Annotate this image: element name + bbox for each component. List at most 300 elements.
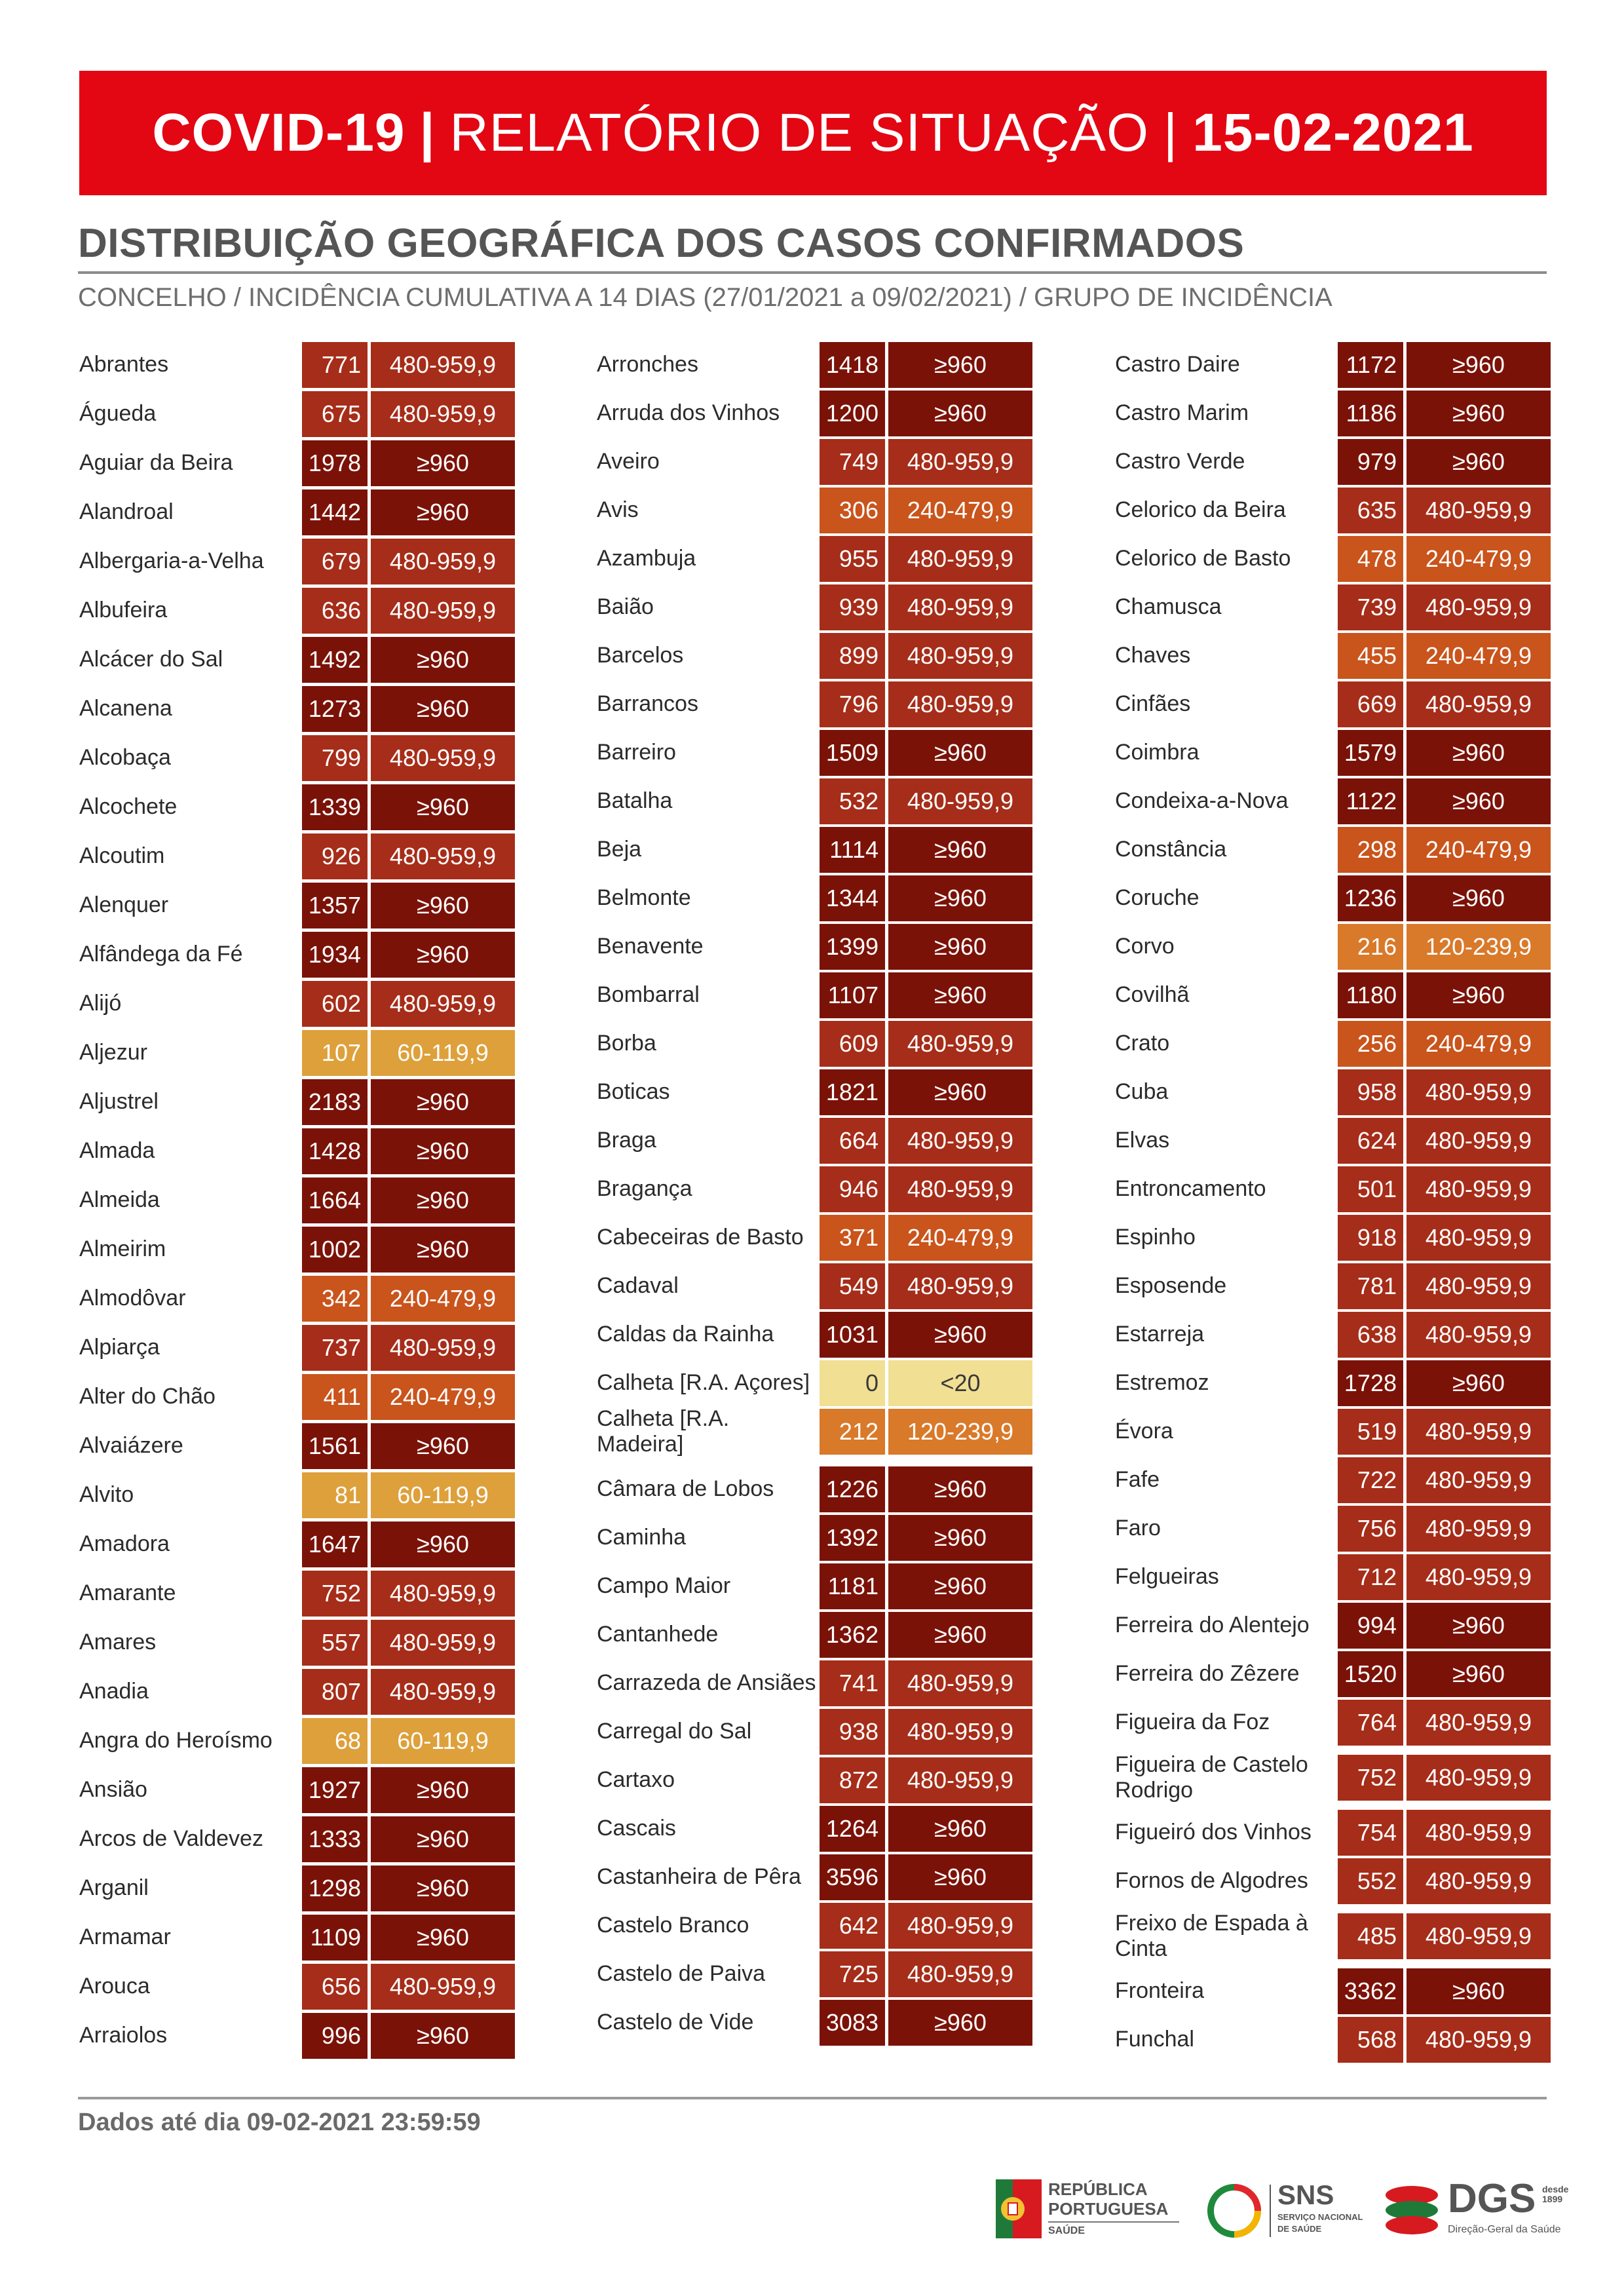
municipality-name: Águeda bbox=[79, 401, 157, 427]
incidence-value: 799 bbox=[302, 735, 368, 781]
incidence-group: 120-239,9 bbox=[888, 1409, 1032, 1455]
incidence-value: 107 bbox=[302, 1030, 368, 1076]
municipality-name: Alcanena bbox=[79, 696, 172, 721]
incidence-value: 1442 bbox=[302, 489, 368, 535]
municipality-name: Caminha bbox=[597, 1525, 687, 1550]
incidence-value: 939 bbox=[820, 584, 885, 630]
incidence-group: ≥960 bbox=[888, 1563, 1032, 1609]
incidence-value: 946 bbox=[820, 1166, 885, 1212]
incidence-value: 955 bbox=[820, 536, 885, 582]
incidence-value: 1333 bbox=[302, 1816, 368, 1862]
incidence-group: 480-959,9 bbox=[371, 1620, 515, 1666]
municipality-name: Barrancos bbox=[597, 691, 698, 717]
incidence-value: 669 bbox=[1338, 681, 1403, 727]
municipality-name: Castro Daire bbox=[1115, 352, 1240, 377]
incidence-value: 807 bbox=[302, 1669, 368, 1715]
incidence-value: 764 bbox=[1338, 1700, 1403, 1746]
incidence-value: 256 bbox=[1338, 1021, 1403, 1067]
incidence-value: 1122 bbox=[1338, 778, 1403, 824]
municipality-name: Câmara de Lobos bbox=[597, 1476, 774, 1502]
incidence-value: 1186 bbox=[1338, 391, 1403, 436]
incidence-value: 3362 bbox=[1338, 1968, 1403, 2014]
incidence-group: ≥960 bbox=[371, 1177, 515, 1223]
municipality-name: Fornos de Algodres bbox=[1115, 1868, 1308, 1894]
incidence-value: 749 bbox=[820, 439, 885, 485]
municipality-name: Alcochete bbox=[79, 794, 178, 820]
incidence-value: 675 bbox=[302, 391, 368, 437]
incidence-value: 638 bbox=[1338, 1312, 1403, 1358]
incidence-value: 752 bbox=[302, 1571, 368, 1617]
incidence-group: ≥960 bbox=[371, 489, 515, 535]
municipality-name: Alvaiázere bbox=[79, 1433, 183, 1459]
municipality-name: Aljustrel bbox=[79, 1089, 159, 1115]
municipality-name: Condeixa-a-Nova bbox=[1115, 788, 1289, 814]
incidence-group: ≥960 bbox=[888, 1312, 1032, 1358]
incidence-group: 480-959,9 bbox=[1407, 1700, 1551, 1746]
incidence-group: 60-119,9 bbox=[371, 1718, 515, 1764]
data-date-note: Dados até dia 09-02-2021 23:59:59 bbox=[78, 2109, 481, 2136]
title-separator-1: | bbox=[419, 103, 436, 163]
municipality-name: Barcelos bbox=[597, 643, 684, 668]
incidence-value: 739 bbox=[1338, 584, 1403, 630]
incidence-value: 81 bbox=[302, 1472, 368, 1518]
incidence-group: 480-959,9 bbox=[888, 439, 1032, 485]
incidence-group: ≥960 bbox=[371, 1816, 515, 1862]
incidence-value: 1927 bbox=[302, 1767, 368, 1813]
incidence-value: 722 bbox=[1338, 1457, 1403, 1503]
municipality-name: Chamusca bbox=[1115, 594, 1222, 620]
municipality-name: Aguiar da Beira bbox=[79, 450, 233, 476]
incidence-value: 737 bbox=[302, 1325, 368, 1371]
municipality-name: Cuba bbox=[1115, 1079, 1169, 1105]
incidence-value: 1520 bbox=[1338, 1651, 1403, 1697]
incidence-group: 480-959,9 bbox=[1407, 1506, 1551, 1552]
municipality-name: Barreiro bbox=[597, 740, 676, 765]
incidence-value: 1392 bbox=[820, 1515, 885, 1561]
incidence-value: 568 bbox=[1338, 2017, 1403, 2063]
municipality-name: Castanheira de Pêra bbox=[597, 1864, 801, 1890]
incidence-value: 1344 bbox=[820, 875, 885, 921]
municipality-name: Figueira da Foz bbox=[1115, 1710, 1270, 1735]
municipality-name: Benavente bbox=[597, 934, 704, 959]
municipality-name: Cantanhede bbox=[597, 1622, 719, 1647]
municipality-name: Arruda dos Vinhos bbox=[597, 400, 780, 426]
incidence-group: 480-959,9 bbox=[1407, 1166, 1551, 1212]
municipality-name: Estremoz bbox=[1115, 1370, 1209, 1396]
incidence-group: ≥960 bbox=[1407, 1651, 1551, 1697]
section-subtitle: CONCELHO / INCIDÊNCIA CUMULATIVA A 14 DIAS (27/01/2021 a 09/02/2021) / GRUPO DE INCIDÊNCIA bbox=[78, 283, 1332, 312]
incidence-value: 1264 bbox=[820, 1806, 885, 1852]
incidence-group: 480-959,9 bbox=[888, 584, 1032, 630]
municipality-name: Amarante bbox=[79, 1580, 176, 1606]
incidence-group: ≥960 bbox=[888, 1069, 1032, 1115]
municipality-name: Ansião bbox=[79, 1777, 147, 1803]
incidence-value: 725 bbox=[820, 1951, 885, 1997]
municipality-name: Espinho bbox=[1115, 1225, 1196, 1250]
incidence-value: 926 bbox=[302, 833, 368, 879]
incidence-group: 480-959,9 bbox=[888, 1166, 1032, 1212]
municipality-name: Castelo de Vide bbox=[597, 2010, 754, 2035]
municipality-name: Arganil bbox=[79, 1875, 149, 1901]
incidence-value: 1978 bbox=[302, 440, 368, 486]
incidence-group: ≥960 bbox=[888, 391, 1032, 436]
incidence-group: ≥960 bbox=[888, 730, 1032, 776]
municipality-name: Caldas da Rainha bbox=[597, 1322, 774, 1347]
incidence-group: ≥960 bbox=[1407, 1968, 1551, 2014]
incidence-value: 478 bbox=[1338, 536, 1403, 582]
incidence-group: ≥960 bbox=[1407, 391, 1551, 436]
incidence-group: 480-959,9 bbox=[371, 588, 515, 634]
incidence-group: 480-959,9 bbox=[888, 1757, 1032, 1803]
incidence-group: ≥960 bbox=[888, 342, 1032, 388]
incidence-group: ≥960 bbox=[371, 1423, 515, 1469]
incidence-group: 480-959,9 bbox=[888, 536, 1032, 582]
incidence-value: 712 bbox=[1338, 1554, 1403, 1600]
municipality-name: Castro Marim bbox=[1115, 400, 1249, 426]
municipality-name: Coimbra bbox=[1115, 740, 1199, 765]
incidence-value: 996 bbox=[302, 2013, 368, 2059]
rp-line1: REPÚBLICA bbox=[1048, 2179, 1148, 2199]
incidence-value: 635 bbox=[1338, 488, 1403, 533]
rp-line2: PORTUGUESA bbox=[1048, 2199, 1169, 2219]
municipality-name: Cascais bbox=[597, 1816, 676, 1841]
municipality-name: Freixo de Espada à Cinta bbox=[1115, 1910, 1308, 1961]
incidence-value: 1934 bbox=[302, 932, 368, 978]
incidence-value: 938 bbox=[820, 1709, 885, 1755]
incidence-group: <20 bbox=[888, 1360, 1032, 1406]
rp-line3: SAÚDE bbox=[1048, 2225, 1086, 2236]
municipality-name: Boticas bbox=[597, 1079, 670, 1105]
incidence-group: 480-959,9 bbox=[371, 342, 515, 388]
incidence-value: 918 bbox=[1338, 1215, 1403, 1261]
incidence-group: ≥960 bbox=[371, 1227, 515, 1272]
municipality-name: Arraiolos bbox=[79, 2023, 168, 2048]
incidence-value: 796 bbox=[820, 681, 885, 727]
incidence-group: 480-959,9 bbox=[888, 1118, 1032, 1164]
municipality-name: Crato bbox=[1115, 1031, 1170, 1056]
incidence-group: ≥960 bbox=[371, 1866, 515, 1911]
incidence-group: 480-959,9 bbox=[1407, 1215, 1551, 1261]
incidence-value: 1509 bbox=[820, 730, 885, 776]
municipality-name: Alter do Chão bbox=[79, 1384, 216, 1409]
municipality-name: Alcoutim bbox=[79, 843, 165, 869]
incidence-value: 532 bbox=[820, 778, 885, 824]
incidence-group: ≥960 bbox=[371, 440, 515, 486]
incidence-group: 480-959,9 bbox=[371, 539, 515, 584]
municipality-name: Alcobaça bbox=[79, 745, 171, 771]
municipality-name: Alijó bbox=[79, 991, 122, 1016]
municipality-name: Aveiro bbox=[597, 449, 660, 474]
incidence-value: 298 bbox=[1338, 827, 1403, 873]
title-covid: COVID-19 bbox=[152, 103, 406, 163]
incidence-value: 609 bbox=[820, 1021, 885, 1067]
municipality-name: Cadaval bbox=[597, 1273, 679, 1299]
municipality-name: Amadora bbox=[79, 1531, 170, 1557]
incidence-value: 1418 bbox=[820, 342, 885, 388]
municipality-name: Albufeira bbox=[79, 598, 168, 623]
municipality-name: Arronches bbox=[597, 352, 698, 377]
incidence-group: ≥960 bbox=[888, 924, 1032, 970]
incidence-group: 480-959,9 bbox=[371, 1964, 515, 2010]
incidence-value: 1647 bbox=[302, 1521, 368, 1567]
municipality-name: Celorico de Basto bbox=[1115, 546, 1291, 571]
incidence-group: ≥960 bbox=[888, 1806, 1032, 1852]
municipality-name: Estarreja bbox=[1115, 1322, 1205, 1347]
municipality-name: Castelo de Paiva bbox=[597, 1961, 766, 1987]
municipality-name: Bragança bbox=[597, 1176, 692, 1202]
incidence-group: 480-959,9 bbox=[888, 681, 1032, 727]
dgs-since: desde 1899 bbox=[1542, 2184, 1569, 2205]
municipality-name: Elvas bbox=[1115, 1128, 1170, 1153]
municipality-name: Angra do Heroísmo bbox=[79, 1728, 273, 1753]
incidence-value: 1109 bbox=[302, 1915, 368, 1961]
incidence-group: 480-959,9 bbox=[1407, 1554, 1551, 1600]
incidence-value: 994 bbox=[1338, 1603, 1403, 1649]
incidence-value: 1428 bbox=[302, 1128, 368, 1174]
incidence-group: ≥960 bbox=[371, 883, 515, 928]
incidence-value: 1236 bbox=[1338, 875, 1403, 921]
dgs-logo bbox=[1382, 2174, 1579, 2246]
incidence-group: 480-959,9 bbox=[888, 633, 1032, 679]
municipality-name: Batalha bbox=[597, 788, 673, 814]
incidence-value: 1180 bbox=[1338, 972, 1403, 1018]
municipality-name: Almeirim bbox=[79, 1236, 166, 1262]
incidence-value: 1821 bbox=[820, 1069, 885, 1115]
incidence-group: 60-119,9 bbox=[371, 1472, 515, 1518]
incidence-group: ≥960 bbox=[371, 1915, 515, 1961]
incidence-group: ≥960 bbox=[888, 2000, 1032, 2046]
municipality-name: Corvo bbox=[1115, 934, 1175, 959]
incidence-group: ≥960 bbox=[1407, 875, 1551, 921]
municipality-name: Borba bbox=[597, 1031, 656, 1056]
municipality-name: Castelo Branco bbox=[597, 1913, 749, 1938]
municipality-name: Almada bbox=[79, 1138, 155, 1164]
municipality-name: Alvito bbox=[79, 1482, 134, 1508]
incidence-group: ≥960 bbox=[371, 686, 515, 732]
incidence-value: 958 bbox=[1338, 1069, 1403, 1115]
incidence-value: 68 bbox=[302, 1718, 368, 1764]
coat-of-arms-icon bbox=[996, 2179, 1042, 2238]
republica-portuguesa-logo bbox=[996, 2174, 1192, 2246]
municipality-name: Felgueiras bbox=[1115, 1564, 1219, 1590]
incidence-value: 212 bbox=[820, 1409, 885, 1455]
incidence-group: 480-959,9 bbox=[888, 1903, 1032, 1949]
sns-circle-icon bbox=[1207, 2183, 1262, 2238]
incidence-value: 752 bbox=[1338, 1755, 1403, 1801]
incidence-value: 664 bbox=[820, 1118, 885, 1164]
dgs-subtitle: Direção-Geral da Saúde bbox=[1448, 2224, 1561, 2235]
incidence-group: 480-959,9 bbox=[371, 735, 515, 781]
incidence-group: ≥960 bbox=[371, 2013, 515, 2059]
incidence-group: 240-479,9 bbox=[1407, 827, 1551, 873]
title-date: 15-02-2021 bbox=[1192, 103, 1474, 163]
incidence-value: 642 bbox=[820, 1903, 885, 1949]
incidence-group: 480-959,9 bbox=[1407, 1312, 1551, 1358]
incidence-value: 342 bbox=[302, 1276, 368, 1322]
incidence-value: 501 bbox=[1338, 1166, 1403, 1212]
incidence-group: 480-959,9 bbox=[371, 833, 515, 879]
municipality-name: Cartaxo bbox=[597, 1767, 675, 1793]
incidence-group: 480-959,9 bbox=[1407, 681, 1551, 727]
incidence-group: 240-479,9 bbox=[1407, 633, 1551, 679]
municipality-name: Ferreira do Zêzere bbox=[1115, 1661, 1300, 1687]
incidence-value: 781 bbox=[1338, 1263, 1403, 1309]
municipality-name: Armamar bbox=[79, 1924, 171, 1950]
incidence-value: 1114 bbox=[820, 827, 885, 873]
municipality-name: Baião bbox=[597, 594, 654, 620]
sns-title: SNS bbox=[1277, 2179, 1334, 2210]
municipality-name: Covilhã bbox=[1115, 982, 1190, 1008]
section-divider bbox=[78, 271, 1547, 274]
title-banner bbox=[79, 71, 1547, 195]
sns-logo bbox=[1207, 2174, 1364, 2246]
municipality-name: Amares bbox=[79, 1630, 157, 1655]
incidence-value: 1298 bbox=[302, 1866, 368, 1911]
incidence-group: ≥960 bbox=[371, 932, 515, 978]
incidence-group: ≥960 bbox=[371, 1128, 515, 1174]
incidence-value: 872 bbox=[820, 1757, 885, 1803]
municipality-name: Coruche bbox=[1115, 885, 1199, 911]
incidence-group: ≥960 bbox=[888, 1612, 1032, 1658]
incidence-group: ≥960 bbox=[1407, 1603, 1551, 1649]
municipality-name: Évora bbox=[1115, 1419, 1173, 1444]
incidence-group: ≥960 bbox=[1407, 972, 1551, 1018]
municipality-name: Esposende bbox=[1115, 1273, 1227, 1299]
municipality-name: Figueiró dos Vinhos bbox=[1115, 1820, 1312, 1845]
incidence-group: 480-959,9 bbox=[1407, 1118, 1551, 1164]
sns-sub2: DE SAÚDE bbox=[1277, 2224, 1322, 2234]
municipality-name: Belmonte bbox=[597, 885, 691, 911]
incidence-group: 480-959,9 bbox=[1407, 1409, 1551, 1455]
incidence-value: 1172 bbox=[1338, 342, 1403, 388]
municipality-name: Fafe bbox=[1115, 1467, 1160, 1493]
incidence-value: 656 bbox=[302, 1964, 368, 2010]
incidence-group: ≥960 bbox=[371, 784, 515, 830]
incidence-group: 480-959,9 bbox=[371, 1571, 515, 1617]
incidence-group: ≥960 bbox=[371, 637, 515, 683]
incidence-group: 480-959,9 bbox=[888, 1709, 1032, 1755]
incidence-group: ≥960 bbox=[888, 1854, 1032, 1900]
municipality-name: Castro Verde bbox=[1115, 449, 1245, 474]
municipality-name: Figueira de Castelo Rodrigo bbox=[1115, 1751, 1308, 1803]
incidence-value: 3596 bbox=[820, 1854, 885, 1900]
incidence-value: 485 bbox=[1338, 1913, 1403, 1959]
incidence-group: 480-959,9 bbox=[1407, 1913, 1551, 1959]
incidence-group: ≥960 bbox=[888, 1515, 1032, 1561]
incidence-group: ≥960 bbox=[371, 1767, 515, 1813]
incidence-group: 480-959,9 bbox=[888, 1263, 1032, 1309]
incidence-value: 455 bbox=[1338, 633, 1403, 679]
municipality-name: Alcácer do Sal bbox=[79, 647, 223, 672]
incidence-value: 1561 bbox=[302, 1423, 368, 1469]
municipality-name: Azambuja bbox=[597, 546, 696, 571]
incidence-value: 1728 bbox=[1338, 1360, 1403, 1406]
municipality-name: Carrazeda de Ansiães bbox=[597, 1670, 816, 1696]
incidence-value: 741 bbox=[820, 1660, 885, 1706]
incidence-value: 1664 bbox=[302, 1177, 368, 1223]
incidence-group: ≥960 bbox=[888, 827, 1032, 873]
municipality-name: Calheta [R.A. Açores] bbox=[597, 1370, 810, 1396]
incidence-value: 1339 bbox=[302, 784, 368, 830]
incidence-group: ≥960 bbox=[1407, 1360, 1551, 1406]
incidence-value: 1273 bbox=[302, 686, 368, 732]
incidence-value: 306 bbox=[820, 488, 885, 533]
municipality-name: Aljezur bbox=[79, 1040, 147, 1065]
municipality-name: Almeida bbox=[79, 1187, 160, 1213]
incidence-group: ≥960 bbox=[888, 875, 1032, 921]
municipality-name: Arcos de Valdevez bbox=[79, 1826, 263, 1852]
incidence-group: ≥960 bbox=[888, 1466, 1032, 1512]
incidence-group: ≥960 bbox=[371, 1521, 515, 1567]
municipality-name: Abrantes bbox=[79, 352, 169, 377]
incidence-group: 480-959,9 bbox=[371, 1669, 515, 1715]
incidence-value: 1181 bbox=[820, 1563, 885, 1609]
municipality-name: Entroncamento bbox=[1115, 1176, 1266, 1202]
incidence-value: 1357 bbox=[302, 883, 368, 928]
incidence-value: 1226 bbox=[820, 1466, 885, 1512]
incidence-group: 480-959,9 bbox=[1407, 1457, 1551, 1503]
incidence-value: 624 bbox=[1338, 1118, 1403, 1164]
incidence-group: 240-479,9 bbox=[1407, 536, 1551, 582]
municipality-name: Braga bbox=[597, 1128, 656, 1153]
municipality-name: Campo Maior bbox=[597, 1573, 731, 1599]
incidence-group: ≥960 bbox=[1407, 439, 1551, 485]
incidence-value: 411 bbox=[302, 1374, 368, 1420]
municipality-name: Faro bbox=[1115, 1516, 1161, 1541]
incidence-value: 216 bbox=[1338, 924, 1403, 970]
incidence-value: 756 bbox=[1338, 1506, 1403, 1552]
incidence-group: ≥960 bbox=[1407, 730, 1551, 776]
municipality-name: Albergaria-a-Velha bbox=[79, 548, 264, 574]
incidence-group: 480-959,9 bbox=[1407, 488, 1551, 533]
incidence-value: 2183 bbox=[302, 1079, 368, 1125]
footer-divider bbox=[78, 2097, 1547, 2099]
municipality-name: Alenquer bbox=[79, 892, 169, 918]
incidence-group: 480-959,9 bbox=[1407, 584, 1551, 630]
incidence-group: 240-479,9 bbox=[371, 1374, 515, 1420]
incidence-value: 1031 bbox=[820, 1312, 885, 1358]
incidence-group: ≥960 bbox=[888, 972, 1032, 1018]
incidence-value: 602 bbox=[302, 981, 368, 1027]
municipality-name: Constância bbox=[1115, 837, 1227, 862]
incidence-value: 979 bbox=[1338, 439, 1403, 485]
municipality-name: Cabeceiras de Basto bbox=[597, 1225, 804, 1250]
incidence-group: 240-479,9 bbox=[371, 1276, 515, 1322]
municipality-name: Calheta [R.A. Madeira] bbox=[597, 1406, 730, 1457]
municipality-name: Bombarral bbox=[597, 982, 700, 1008]
incidence-group: ≥960 bbox=[1407, 778, 1551, 824]
municipality-name: Carregal do Sal bbox=[597, 1719, 752, 1744]
incidence-value: 1002 bbox=[302, 1227, 368, 1272]
incidence-group: 480-959,9 bbox=[1407, 1755, 1551, 1801]
municipality-name: Alfândega da Fé bbox=[79, 942, 243, 967]
incidence-group: 240-479,9 bbox=[888, 488, 1032, 533]
incidence-group: 480-959,9 bbox=[1407, 2017, 1551, 2063]
incidence-value: 1107 bbox=[820, 972, 885, 1018]
incidence-value: 371 bbox=[820, 1215, 885, 1261]
dgs-title: DGS bbox=[1448, 2176, 1536, 2221]
municipality-name: Fronteira bbox=[1115, 1978, 1205, 2004]
municipality-name: Ferreira do Alentejo bbox=[1115, 1613, 1310, 1638]
rp-divider bbox=[1048, 2221, 1179, 2223]
municipality-name: Anadia bbox=[79, 1679, 149, 1704]
municipality-name: Chaves bbox=[1115, 643, 1191, 668]
incidence-group: 480-959,9 bbox=[888, 778, 1032, 824]
incidence-group: 480-959,9 bbox=[888, 1021, 1032, 1067]
municipality-name: Avis bbox=[597, 497, 639, 523]
incidence-group: 240-479,9 bbox=[1407, 1021, 1551, 1067]
municipality-name: Arouca bbox=[79, 1974, 150, 1999]
